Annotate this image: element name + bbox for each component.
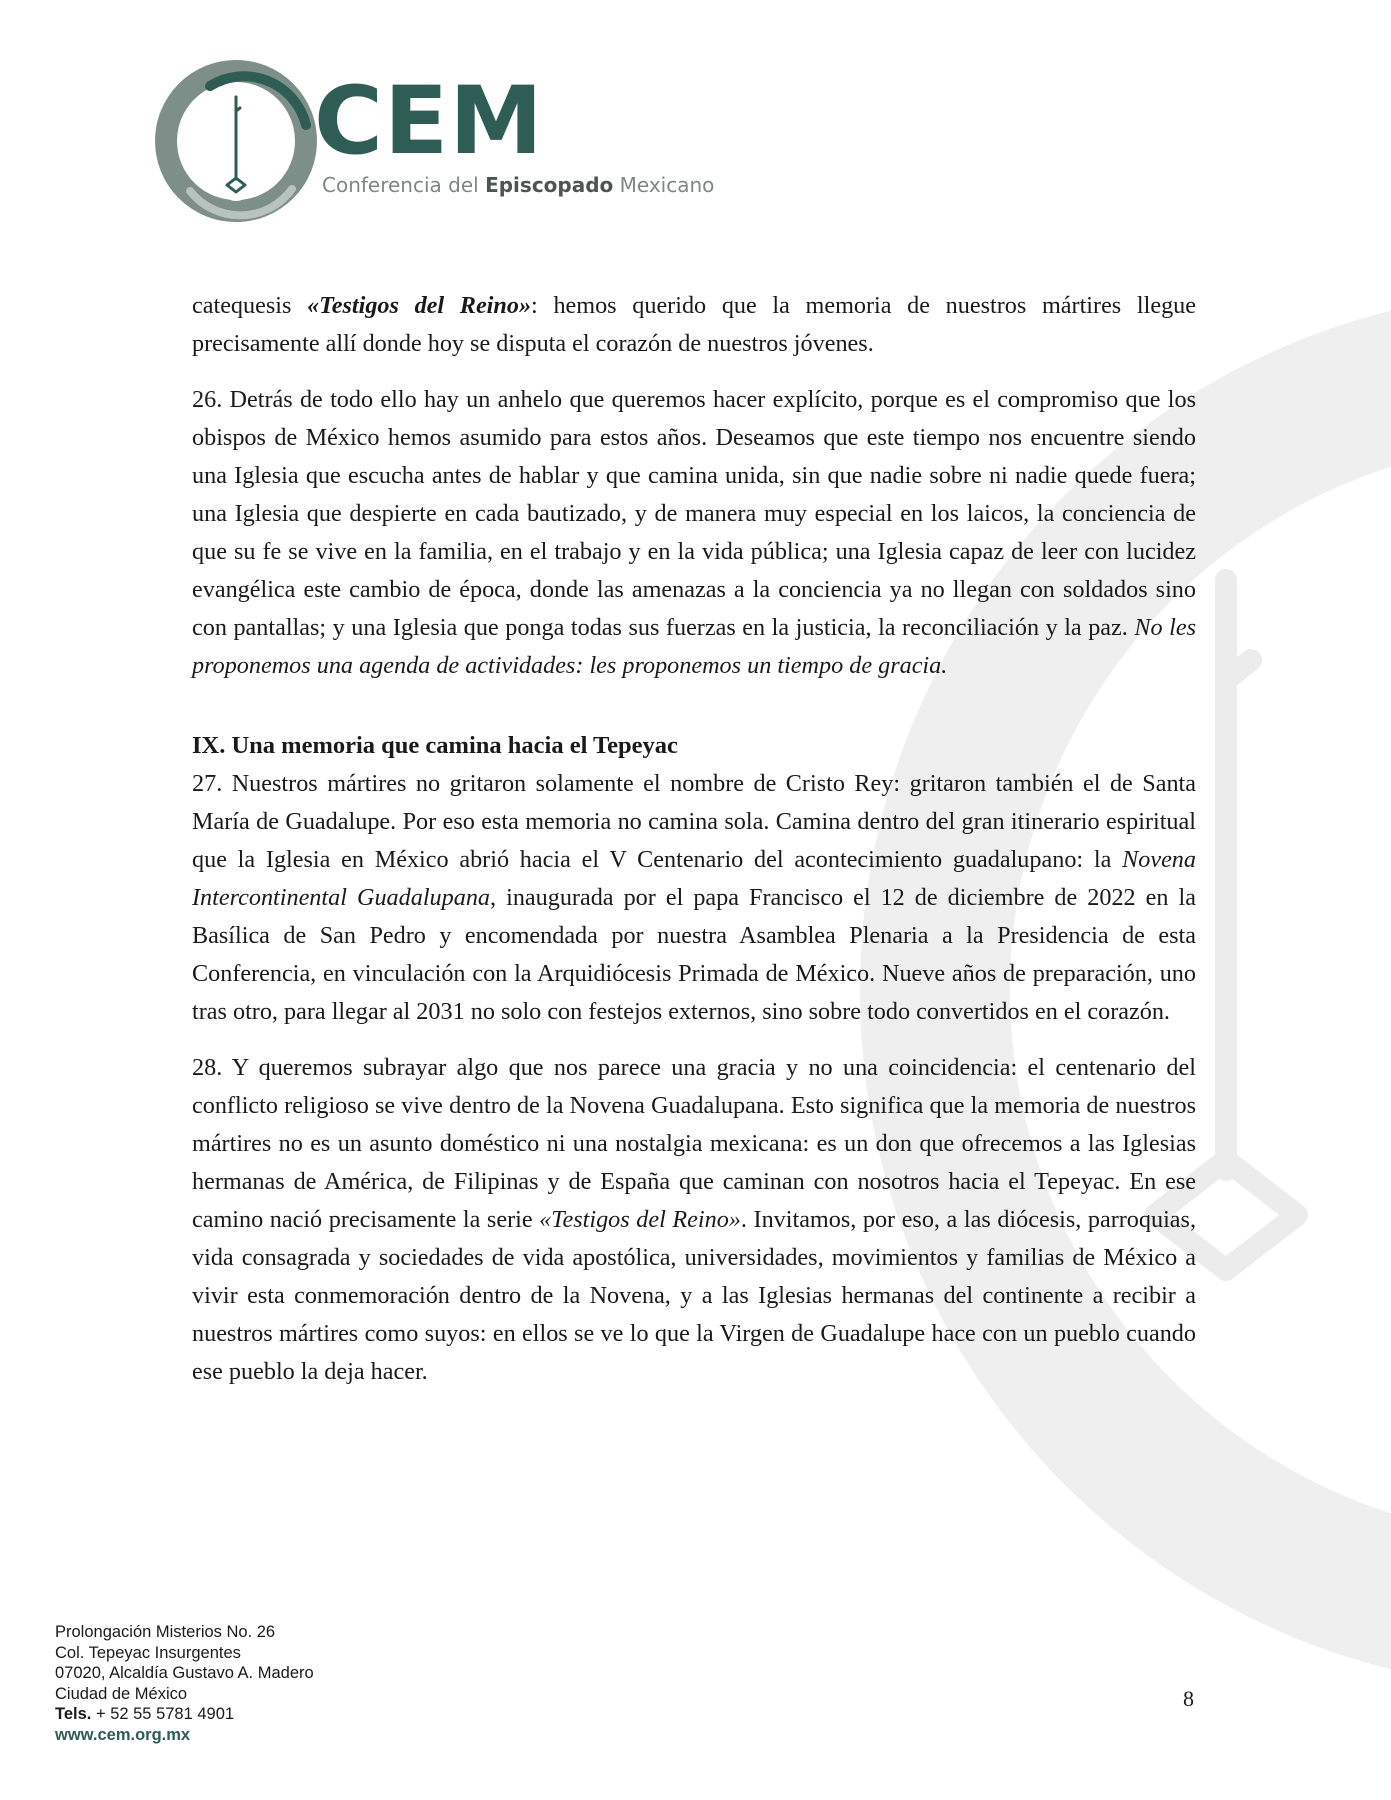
section-heading: IX. Una memoria que camina hacia el Tepeyac	[192, 732, 678, 759]
phone-number: + 52 55 5781 4901	[91, 1705, 235, 1723]
logo-subtitle	[322, 173, 714, 197]
phone-label: Tels.	[55, 1705, 92, 1723]
text-run: catequesis	[192, 292, 308, 319]
cem-cross-ring-logo-icon	[150, 55, 320, 227]
cem-logo	[150, 55, 750, 235]
footer-address-line: Ciudad de México	[55, 1684, 188, 1703]
text-run: 26. Detrás de todo ello hay un anhelo que queremos hacer explícito, porque es el compromiso que los obispos de México hemos asumido para estos años. Deseamos que este tiempo nos encuentre siendo una Iglesia que escucha antes de hablar y que camina unida, sin que nadie sobre ni nadie quede fuera; una Iglesia que despierte en cada bautizado, y de manera muy especial en los laicos, la conciencia de que su fe se vive en la familia, en el trabajo y en la vida pública; una Iglesia capaz de leer con lucidez evangélica este cambio de época, donde las amenazas a la conciencia ya no llegan con soldados sino con pantallas; y una Iglesia que ponga todas sus fuerzas en la justicia, la reconciliación y la paz.	[192, 386, 1196, 641]
footer-address-line: 07020, Alcaldía Gustavo A. Madero	[55, 1664, 314, 1682]
text-run: 27. Nuestros mártires no gritaron solamente el nombre de Cristo Rey: gritaron también el de Santa María de Guadalupe. Por eso esta memoria no camina sola. Camina dentro del gran itinerario espiritual que la Iglesia en México abrió hacia el V Centenario del acontecimiento guadalupano: la	[192, 770, 1196, 873]
footer-phone	[55, 1704, 314, 1725]
footer-address-line: Prolongación Misterios No. 26	[55, 1623, 276, 1641]
website-link[interactable]: www.cem.org.mx	[55, 1725, 191, 1744]
paragraph-26	[192, 381, 1196, 685]
logo-title: CEM	[314, 67, 544, 176]
text-run: . Invitamos, por eso, a las diócesis, parroquias, vida consagrada y sociedades de vida apostólica, universidades, movimientos y familias de México a vivir esta conmemoración dentro de la Novena, y a las Iglesias hermanas del continente a recibir a nuestros mártires como suyos: en ellos se ve lo que la Virgen de Guadalupe hace con un pueblo cuando ese pueblo la deja hacer.	[192, 1206, 1196, 1385]
logo-subtitle-end: Mexicano	[613, 173, 715, 197]
document-body	[192, 287, 1196, 1409]
logo-subtitle-start: Conferencia del	[322, 173, 486, 197]
footer-address-line: Col. Tepeyac Insurgentes	[55, 1643, 241, 1662]
text-run: : hemos querido que la memoria de nuestros mártires llegue precisamente allí donde hoy se disputa el corazón de nuestros jóvenes.	[192, 292, 1196, 357]
paragraph-27	[192, 765, 1196, 1031]
text-run: 28. Y queremos subrayar algo que nos parece una gracia y no una coincidencia: el centenario del conflicto religioso se vive dentro de la Novena Guadalupana. Esto significa que la memoria de nuestros mártires no es un asunto doméstico ni una nostalgia mexicana: es un don que ofrecemos a las Iglesias hermanas de América, de Filipinas y de España que caminan con nosotros hacia el Tepeyac. En ese camino nació precisamente la serie	[192, 1054, 1196, 1233]
page-number: 8	[1183, 1686, 1194, 1711]
italic-text: Novena Intercontinental Guadalupana	[192, 846, 1196, 911]
logo-subtitle-bold: Episcopado	[485, 173, 614, 197]
paragraph-28	[192, 1049, 1196, 1391]
italic-text: «Testigos del Reino»	[539, 1206, 741, 1233]
bold-italic-text: «Testigos del Reino»	[307, 292, 532, 319]
text-run: , inaugurada por el papa Francisco el 12 de diciembre de 2022 en la Basílica de San Pedro y encomendada por nuestra Asamblea Plenaria a la Presidencia de esta Conferencia, en vinculación con la Arquidiócesis Primada de México. Nueve años de preparación, uno tras otro, para llegar al 2031 no solo con festejos externos, sino sobre todo convertidos en el corazón.	[192, 884, 1196, 1025]
paragraph-intro-continuation	[192, 287, 1196, 363]
footer-address	[55, 1622, 314, 1745]
italic-text: No les proponemos una agenda de actividades: les proponemos un tiempo de gracia.	[192, 614, 1196, 679]
